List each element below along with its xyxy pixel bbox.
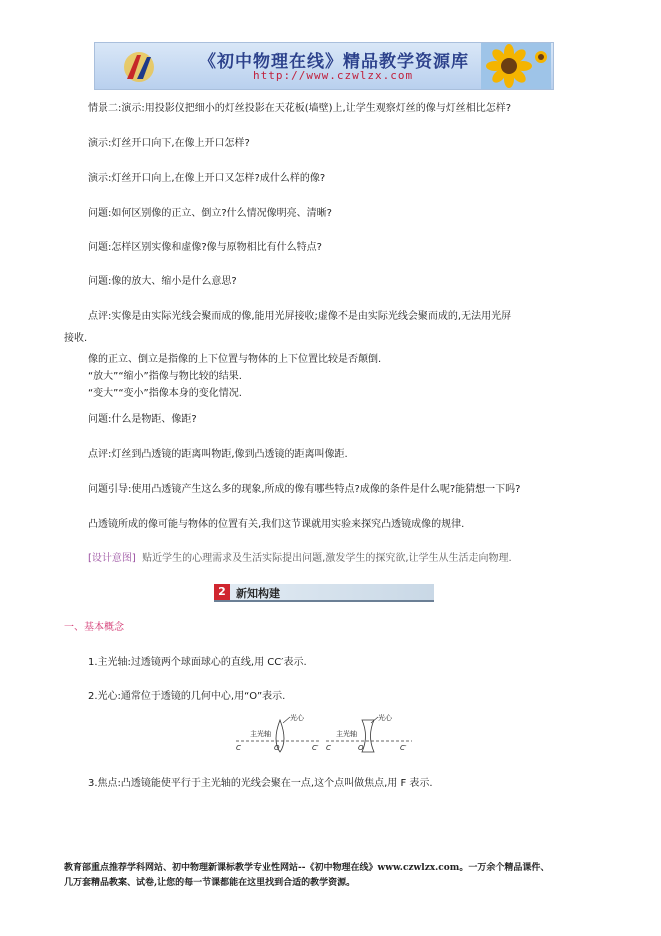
paragraph-enlarge: “放大”“缩小”指像与物比较的结果. xyxy=(88,371,242,382)
paragraph-demo-1: 演示:灯丝开口向下,在像上开口怎样? xyxy=(88,138,250,149)
concept-focus: 3.焦点:凸透镜能使平行于主光轴的光线会聚在一点,这个点叫做焦点,用 F 表示. xyxy=(88,778,433,789)
paragraph-question-3: 问题:像的放大、缩小是什么意思? xyxy=(88,276,237,287)
paragraph-demo-2: 演示:灯丝开口向上,在像上开口又怎样?成什么样的像? xyxy=(88,173,326,184)
concept-optical-center: 2.光心:通常位于透镜的几何中心,用“O”表示. xyxy=(88,691,286,702)
paragraph-comment-2: 点评:灯丝到凸透镜的距离叫物距,像到凸透镜的距离叫像距. xyxy=(88,449,348,460)
section-title: 新知构建 xyxy=(236,587,280,600)
o-label-right: O xyxy=(358,744,364,752)
axis-label-right: 主光轴 xyxy=(336,730,357,738)
center-label-right: 光心 xyxy=(378,714,392,722)
lens-diagram xyxy=(228,714,416,754)
paragraph-hypothesis: 凸透镜所成的像可能与物体的位置有关,我们这节课就用实验来探究凸透镜成像的规律. xyxy=(88,519,465,530)
footer-note xyxy=(64,861,549,891)
header-banner xyxy=(94,42,554,90)
c-label-left: C xyxy=(236,744,241,752)
center-label-left: 光心 xyxy=(290,714,304,722)
c-label-right: C xyxy=(326,744,331,752)
design-intent xyxy=(88,552,512,566)
design-intent-body: 贴近学生的心理需求及生活实际提出问题,激发学生的探究欲,让学生从生活走向物理. xyxy=(142,553,512,564)
c-prime-label-left: C′ xyxy=(312,744,319,752)
paragraph-comment-1-cont: 接收. xyxy=(64,333,88,344)
footer-line-2: 几万套精品教案、试卷,让您的每一节课都能在这里找到合适的教学资源。 xyxy=(64,878,356,888)
banner-url[interactable]: http://www.czwlzx.com xyxy=(253,69,414,82)
paragraph-question-2: 问题:怎样区别实像和虚像?像与原物相比有什么特点? xyxy=(88,242,322,253)
paragraph-comment-1: 点评:实像是由实际光线会聚而成的像,能用光屏接收;虚像不是由实际光线会聚而成的,无法用光屏 xyxy=(88,311,512,322)
paragraph-question-4: 问题:什么是物距、像距? xyxy=(88,414,197,425)
sunflower-icon xyxy=(481,43,551,89)
section-header xyxy=(214,584,434,602)
subheading-basic-concepts: 一、基本概念 xyxy=(64,622,124,633)
logo-icon xyxy=(117,49,161,85)
paragraph-scene: 情景二:演示:用投影仪把细小的灯丝投影在天花板(墙壁)上,让学生观察灯丝的像与灯丝相比怎样? xyxy=(88,103,512,114)
banner-title: 《初中物理在线》精品教学资源库 xyxy=(199,52,469,72)
paragraph-question-1: 问题:如何区别像的正立、倒立?什么情况像明亮、清晰? xyxy=(88,208,332,219)
design-intent-label: [设计意图] xyxy=(88,553,136,564)
axis-label-left: 主光轴 xyxy=(250,730,271,738)
footer-line-1: 教育部重点推荐学科网站、初中物理新课标教学专业性网站--《初中物理在线》www.czwlzx.com。一万余个精品课件、 xyxy=(64,863,550,873)
paragraph-change: “变大”“变小”指像本身的变化情况. xyxy=(88,388,242,399)
section-number: 2 xyxy=(214,584,230,600)
o-label-left: O xyxy=(274,744,280,752)
paragraph-upright-inverted: 像的正立、倒立是指像的上下位置与物体的上下位置比较是否颠倒. xyxy=(88,354,382,365)
paragraph-guide: 问题引导:使用凸透镜产生这么多的现象,所成的像有哪些特点?成像的条件是什么呢?能猜想一下吗? xyxy=(88,484,521,495)
concept-principal-axis: 1.主光轴:过透镜两个球面球心的直线,用 CC′表示. xyxy=(88,657,307,668)
c-prime-label-right: C′ xyxy=(400,744,407,752)
